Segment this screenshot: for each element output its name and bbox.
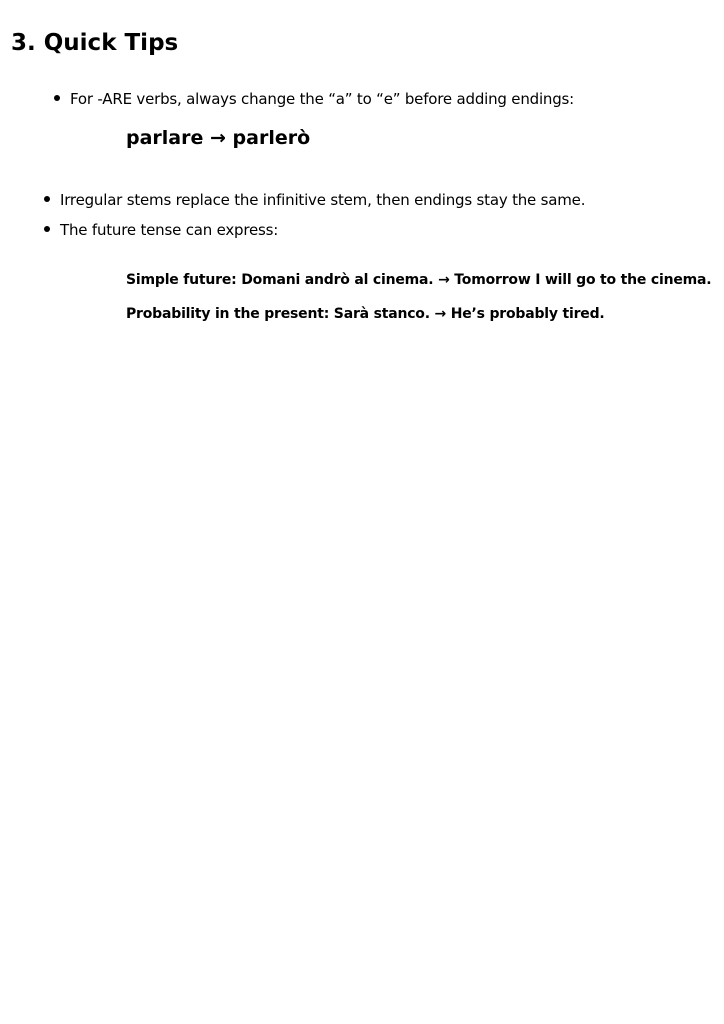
page-title: 3. Quick Tips <box>11 30 179 56</box>
conjugation-example: parlare → parlerò <box>126 127 311 149</box>
bullet-icon <box>44 226 50 232</box>
list-item <box>54 89 574 109</box>
tip-text: For -ARE verbs, always change the “a” to “e” before adding endings: <box>70 90 575 108</box>
usage-example: Simple future: Domani andrò al cinema. → Tomorrow I will go to the cinema. <box>126 272 712 288</box>
tip-text: The future tense can express: <box>60 221 279 239</box>
list-item <box>44 190 585 210</box>
usage-example: Probability in the present: Sarà stanco. → He’s probably tired. <box>126 306 605 322</box>
list-item <box>44 220 278 240</box>
bullet-icon <box>54 95 60 101</box>
bullet-icon <box>44 196 50 202</box>
tip-text: Irregular stems replace the infinitive stem, then endings stay the same. <box>60 191 586 209</box>
